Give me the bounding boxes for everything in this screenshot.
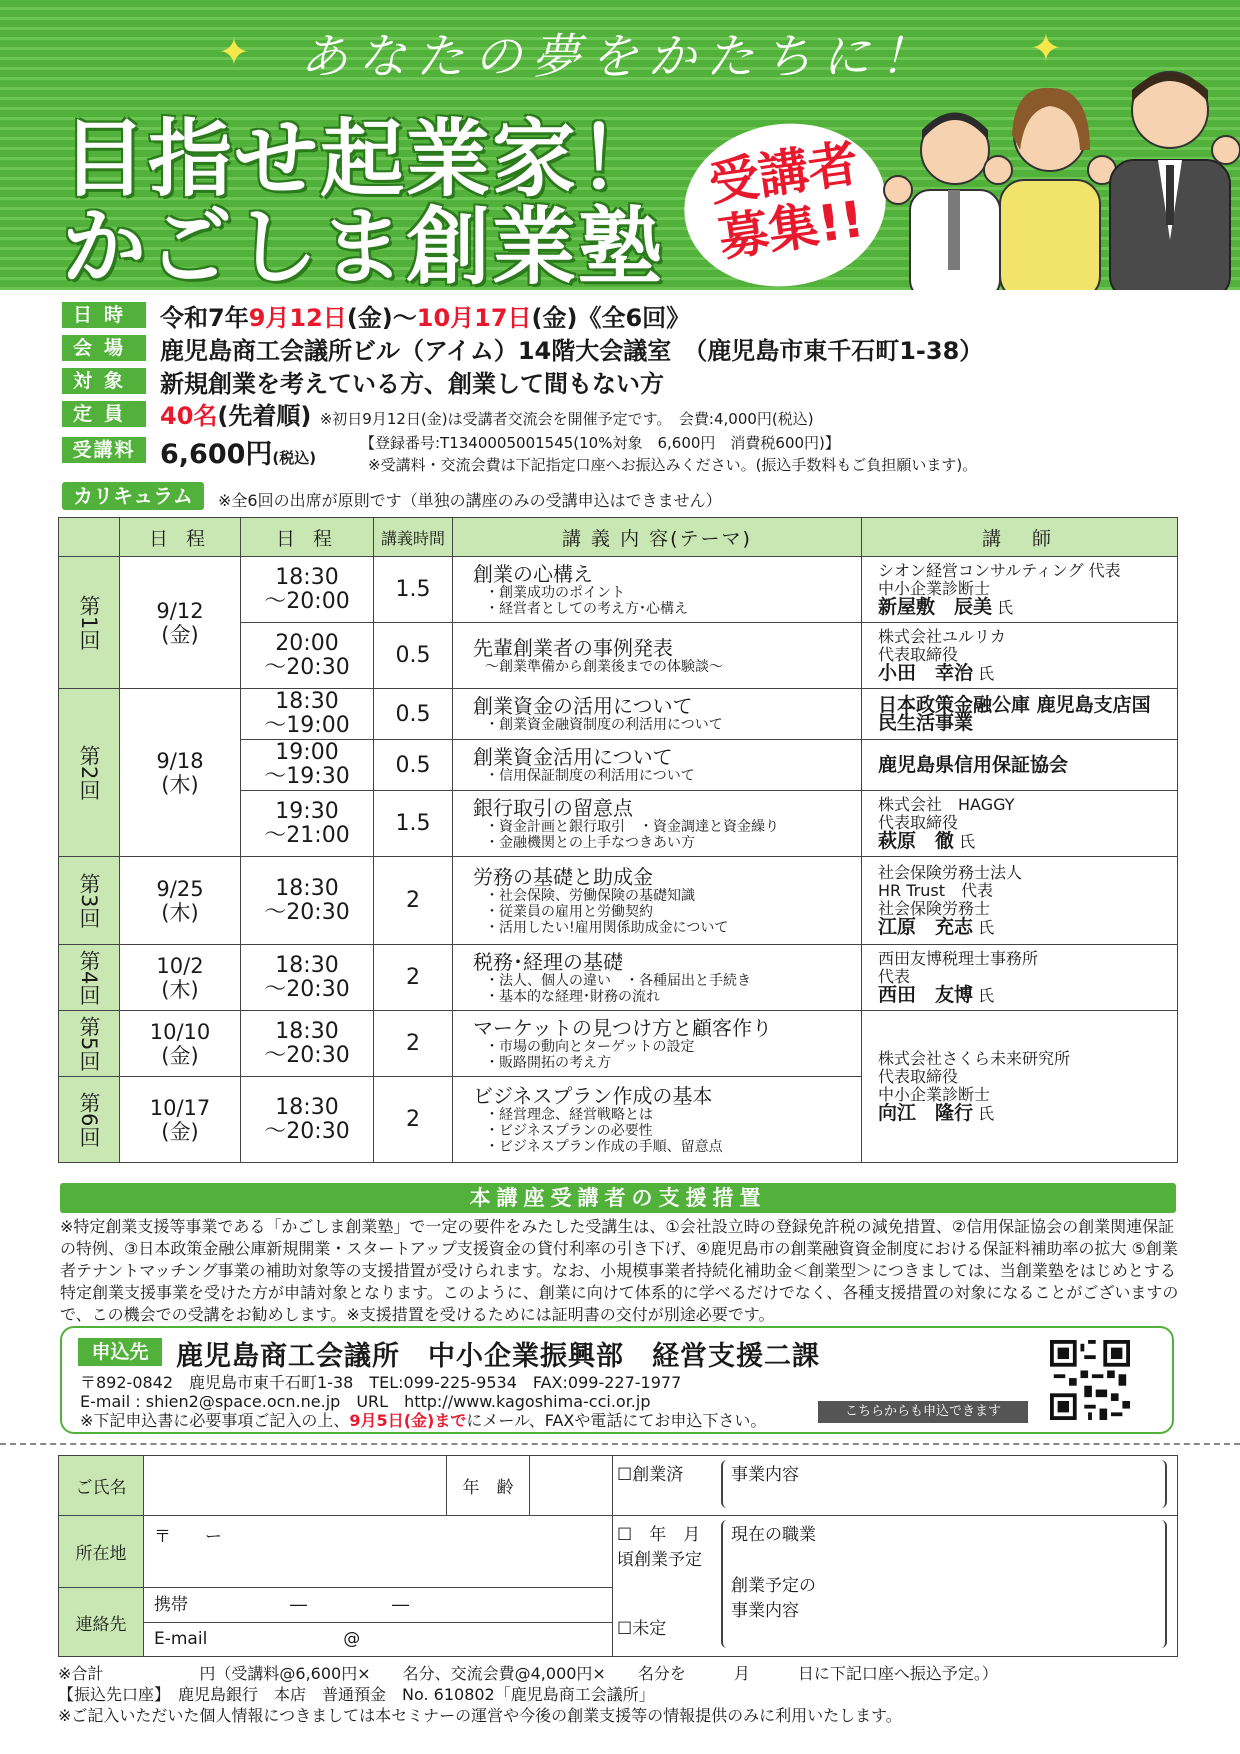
lecturer: 株式会社 HAGGY 代表取締役 萩原 徹 氏 [862,791,1178,857]
session-time: 20:00 〜20:30 [241,623,374,689]
session-time: 19:30 〜21:00 [241,791,374,857]
curriculum-tag: カリキュラム [62,482,204,510]
col-header: 日 程 [241,518,374,557]
session-time: 18:30 〜20:30 [241,945,374,1011]
session-time: 18:30 〜20:30 [241,1011,374,1077]
session-topic: マーケットの見つけ方と顧客作り ・市場の動向とターゲットの設定 ・販路開拓の考え方 [453,1011,862,1077]
session-topic: ビジネスプラン作成の基本 ・経営理念、経営戦略とは ・ビジネスプランの必要性 ・ビジネスプラン作成の手順、留意点 [453,1077,862,1163]
session-topic: 創業の心構え ・創業成功のポイント ・経営者としての考え方･心構え [453,557,862,623]
contact-field[interactable]: 携帯 ― ― E-mail @ [144,1588,613,1657]
session-time: 18:30 〜20:30 [241,857,374,945]
round-label: 第5回 [59,1011,120,1077]
table-row [59,857,1178,945]
session-topic: 創業資金の活用について ・創業資金融資制度の利活用について [453,689,862,740]
round-date: 10/17 (金) [120,1077,241,1163]
name-field[interactable] [144,1456,447,1516]
session-hours: 2 [374,1011,453,1077]
page-title: 目指せ起業家！ [62,110,665,208]
session-hours: 0.5 [374,623,453,689]
apply-org: 鹿児島商工会議所 中小企業振興部 経営支援二課 [176,1341,820,1372]
apply-deadline: ※下記申込書に必要事項ご記入の上、9月5日(金)までにメール、FAXや電話にてお申込下さい。 [80,1411,767,1430]
tagline: あなたの夢をかたちに！ [300,29,939,85]
session-hours: 0.5 [374,740,453,791]
round-label: 第1回 [59,557,120,689]
page-title-sub: かごしま創業塾 [62,198,665,290]
footer-notes: ※合計 円（受講料@6,600円× 名分、交流会費@4,000円× 名分を 月 日に下記口座へ振込予定。） 【振込先口座】 鹿児島銀行 本店 普通預金 No. 610802「鹿児島商工会議所」 ※ご記入いただいた個人情報につきましては本セミナーの運営や今後の創業支援等の情報提供のみに利用いたします。 [58,1664,998,1725]
business-field[interactable]: 事業内容 [711,1456,1178,1516]
support-text: ※特定創業支援等事業である「かごしま創業塾」で一定の要件をみたした受講生は、①会社設立時の登録免許税の減免措置、②信用保証協会の創業関連保証の特例、③日本政策金融公庫新規開業・スタートアップ支援資金の貸付利率の引き下げ、④鹿児島市の創業融資資金制度における保証料補助率の拡大 ⑤創業者テナントマッチング事業の補助対象等の支援措置が受けられます。なお、小規模事業者持続化補助金＜創業型＞につきましては、当創業塾をはじめとする特定創業支援事業を受けた方が申請対象となります。このように、創業に向けて体系的に学べるだけでなく、各種支援措置の対象になることがございますので、この機会での受講をお勧めします。※支援措置を受けるためには証明書の交付が別途必要です。 [60,1217,1179,1324]
address-field[interactable]: 〒 ー [144,1516,613,1588]
session-topic: 銀行取引の留意点 ・資金計画と銀行取引 ・資金調達と資金繰り ・金融機関との上手なつきあい方 [453,791,862,857]
session-topic: 税務･経理の基礎 ・法人、個人の違い ・各種届出と手続き ・基本的な経理･財務の流れ [453,945,862,1011]
fee-label: 受講料 [62,437,146,463]
session-hours: 1.5 [374,791,453,857]
qr-code-icon[interactable] [1050,1340,1130,1420]
round-date: 9/25 (木) [120,857,241,945]
application-form [58,1455,1178,1657]
contact-label: 連絡先 [59,1588,144,1657]
col-header: 日 程 [120,518,241,557]
date-value: 令和7年9月12日(金)〜10月17日(金)《全6回》 [160,304,691,332]
apply-address: 〒892-0842 鹿児島市東千石町1-38 TEL:099-225-9534 FAX:099-227-1977 [80,1373,682,1392]
session-hours: 2 [374,945,453,1011]
session-topic: 創業資金活用について ・信用保証制度の利活用について [453,740,862,791]
name-label: ご氏名 [59,1456,144,1516]
capacity-value: 40名(先着順) ※初日9月12日(金)は受講者交流会を開催予定です。 会費:4,000円(税込) [160,402,814,430]
address-label: 所在地 [59,1516,144,1588]
session-time: 18:30 〜20:30 [241,1077,374,1163]
lecturer: 日本政策金融公庫 鹿児島支店国民生活事業 [862,689,1178,740]
table-row [59,945,1178,1011]
session-topic: 先輩創業者の事例発表 〜創業準備から創業後までの体験談〜 [453,623,862,689]
apply-email[interactable]: E-mail : shien2@space.ocn.ne.jp URL http://www.kagoshima-cci.or.jp [80,1392,651,1411]
round-label: 第6回 [59,1077,120,1163]
table-row [59,557,1178,623]
col-header: 講義時間 [374,518,453,557]
fee-note-2: ※受講料・交流会費は下記指定口座へお振込みください。(振込手数料もご負担願います)。 [368,456,978,474]
session-hours: 0.5 [374,689,453,740]
session-topic: 労務の基礎と助成金 ・社会保険、労働保険の基礎知識 ・従業員の雇用と労働契約 ・活用したい!雇用関係助成金について [453,857,862,945]
recruit-badge: 受講者 募集!! [705,134,868,268]
target-label: 対象 [62,368,146,394]
lecturer: 株式会社さくら未来研究所 代表取締役 中小企業診断士 向江 隆行 氏 [862,1011,1178,1163]
round-label: 第4回 [59,945,120,1011]
sparkle-icon: ✦ [218,30,250,74]
col-header: 講 師 [862,518,1178,557]
session-hours: 2 [374,1077,453,1163]
cut-line [0,1443,1240,1445]
round-label: 第3回 [59,857,120,945]
fee-value: 6,600円(税込) [160,439,317,470]
table-row [59,689,1178,740]
age-label: 年 齢 [447,1456,530,1516]
venue-label: 会場 [62,335,146,361]
curriculum-note: ※全6回の出席が原則です（単独の講座のみの受講申込はできません） [218,491,722,510]
target-value: 新規創業を考えている方、創業して間もない方 [160,370,664,398]
plan-checkbox[interactable]: ☐ 年 月 頃創業予定 ☐未定 [613,1516,712,1657]
round-date: 10/2 (木) [120,945,241,1011]
round-date: 9/18 (木) [120,689,241,857]
session-hours: 2 [374,857,453,945]
col-header: 講 義 内 容(テーマ) [453,518,862,557]
header-banner [0,0,1240,290]
lecturer: 社会保険労務士法人 HR Trust 代表 社会保険労務士 江原 充志 氏 [862,857,1178,945]
capacity-label: 定員 [62,401,146,427]
lecturer: シオン経営コンサルティング 代表 中小企業診断士 新屋敷 辰美 氏 [862,557,1178,623]
lecturer: 株式会社ユルリカ 代表取締役 小田 幸治 氏 [862,623,1178,689]
job-field[interactable]: 現在の職業 創業予定の 事業内容 [711,1516,1178,1657]
session-time: 18:30 〜20:00 [241,557,374,623]
fee-note-1: 【登録番号:T1340005001545(10%対象 6,600円 消費税600円)】 [360,434,840,452]
session-hours: 1.5 [374,557,453,623]
venue-value: 鹿児島商工会議所ビル（アイム）14階大会議室 （鹿児島市東千石町1-38） [160,337,984,365]
lecturer: 西田友博税理士事務所 代表 西田 友博 氏 [862,945,1178,1011]
lecturer: 鹿児島県信用保証協会 [862,740,1178,791]
round-date: 9/12 (金) [120,557,241,689]
founded-checkbox[interactable]: ☐創業済 [613,1456,712,1516]
sparkle-icon: ✦ [1030,26,1062,70]
curriculum-table [58,517,1178,1163]
session-time: 19:00 〜19:30 [241,740,374,791]
session-time: 18:30 〜19:00 [241,689,374,740]
support-title: 本講座受講者の支援措置 [60,1183,1176,1213]
qr-caption: こちらからも申込できます [818,1401,1028,1423]
table-row [59,1011,1178,1077]
business-people-illustration [880,40,1240,290]
round-label: 第2回 [59,689,120,857]
round-date: 10/10 (金) [120,1011,241,1077]
age-field[interactable] [530,1456,613,1516]
apply-tag: 申込先 [78,1338,162,1366]
date-label: 日時 [62,302,146,328]
